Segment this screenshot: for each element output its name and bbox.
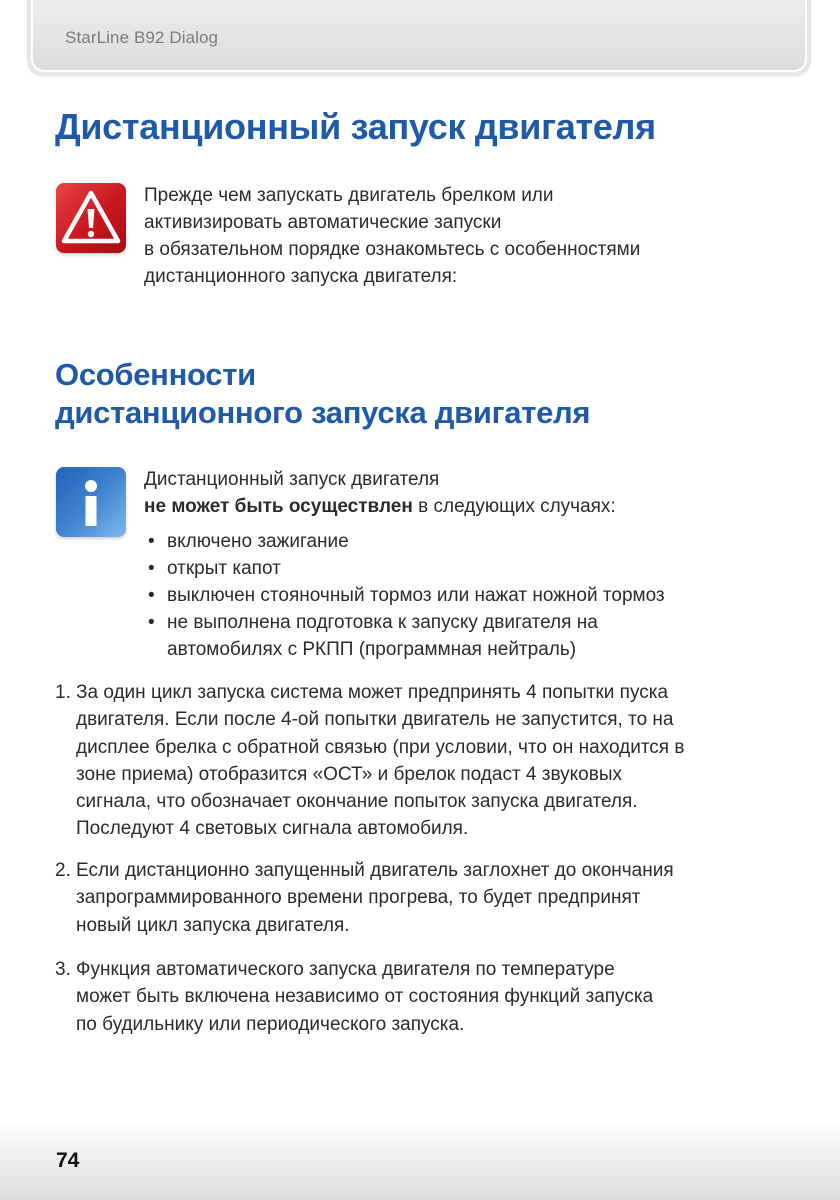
item-number: 1. <box>55 682 71 703</box>
info-icon <box>56 467 126 537</box>
page-number: 74 <box>56 1149 80 1172</box>
info-line: Дистанционный запуск двигателя <box>144 469 440 490</box>
conditions-list <box>146 528 665 663</box>
numbered-item: 3. Функция автоматического запуска двигателя по температуре может быть включена независимо от состояния функций запуска по будильнику или периодического запуска. <box>55 956 795 1038</box>
item-number: 3. <box>55 959 71 980</box>
bullet-icon: • <box>148 585 155 606</box>
page-header <box>27 0 811 76</box>
numbered-item: 2. Если дистанционно запущенный двигатель заглохнет до окончания запрограммированного времени прогрева, то будет предпринят новый цикл запуска двигателя. <box>55 857 795 939</box>
bullet-icon: • <box>148 531 155 552</box>
section-heading-line: дистанционного запуска двигателя <box>55 395 591 430</box>
info-line-rest: в следующих случаях: <box>412 496 616 517</box>
list-item: • не выполнена подготовка к запуску двигателя на автомобилях с РКПП (программная нейтраль) <box>146 609 665 663</box>
page-header-inner <box>31 0 807 72</box>
info-line <box>144 493 794 520</box>
warning-line: в обязательном порядке ознакомьтесь с особенностями <box>144 239 641 260</box>
bullet-icon: • <box>148 558 155 579</box>
list-item: • включено зажигание <box>146 528 665 555</box>
section-heading <box>55 356 590 432</box>
list-item: • выключен стояночный тормоз или нажат ножной тормоз <box>146 582 665 609</box>
warning-line: активизировать автоматические запуски <box>144 212 502 233</box>
numbered-item: 1. За один цикл запуска система может предпринять 4 попытки пуска двигателя. Если после 4-ой попытки двигатель не запустится, то на дисплее брелка с обратной связью (при условии, что он находится в зоне приема) отобразится «ОСТ» и брелок подаст 4 звуковых сигнала, что обозначает окончание попыток запуска двигателя. Последуют 4 световых сигнала автомобиля. <box>55 679 795 843</box>
page-title: Дистанционный запуск двигателя <box>55 106 656 147</box>
section-heading-line: Особенности <box>55 357 256 392</box>
document-title: StarLine B92 Dialog <box>65 28 219 47</box>
warning-line: дистанционного запуска двигателя: <box>144 266 458 287</box>
info-text <box>144 466 794 520</box>
warning-line: Прежде чем запускать двигатель брелком или <box>144 185 554 206</box>
warning-text <box>144 182 784 290</box>
list-item: • открыт капот <box>146 555 665 582</box>
item-number: 2. <box>55 860 71 881</box>
bullet-icon: • <box>148 612 155 633</box>
page-footer <box>0 1120 840 1200</box>
warning-triangle-icon <box>56 183 126 253</box>
info-emphasis: не может быть осуществлен <box>144 496 413 517</box>
